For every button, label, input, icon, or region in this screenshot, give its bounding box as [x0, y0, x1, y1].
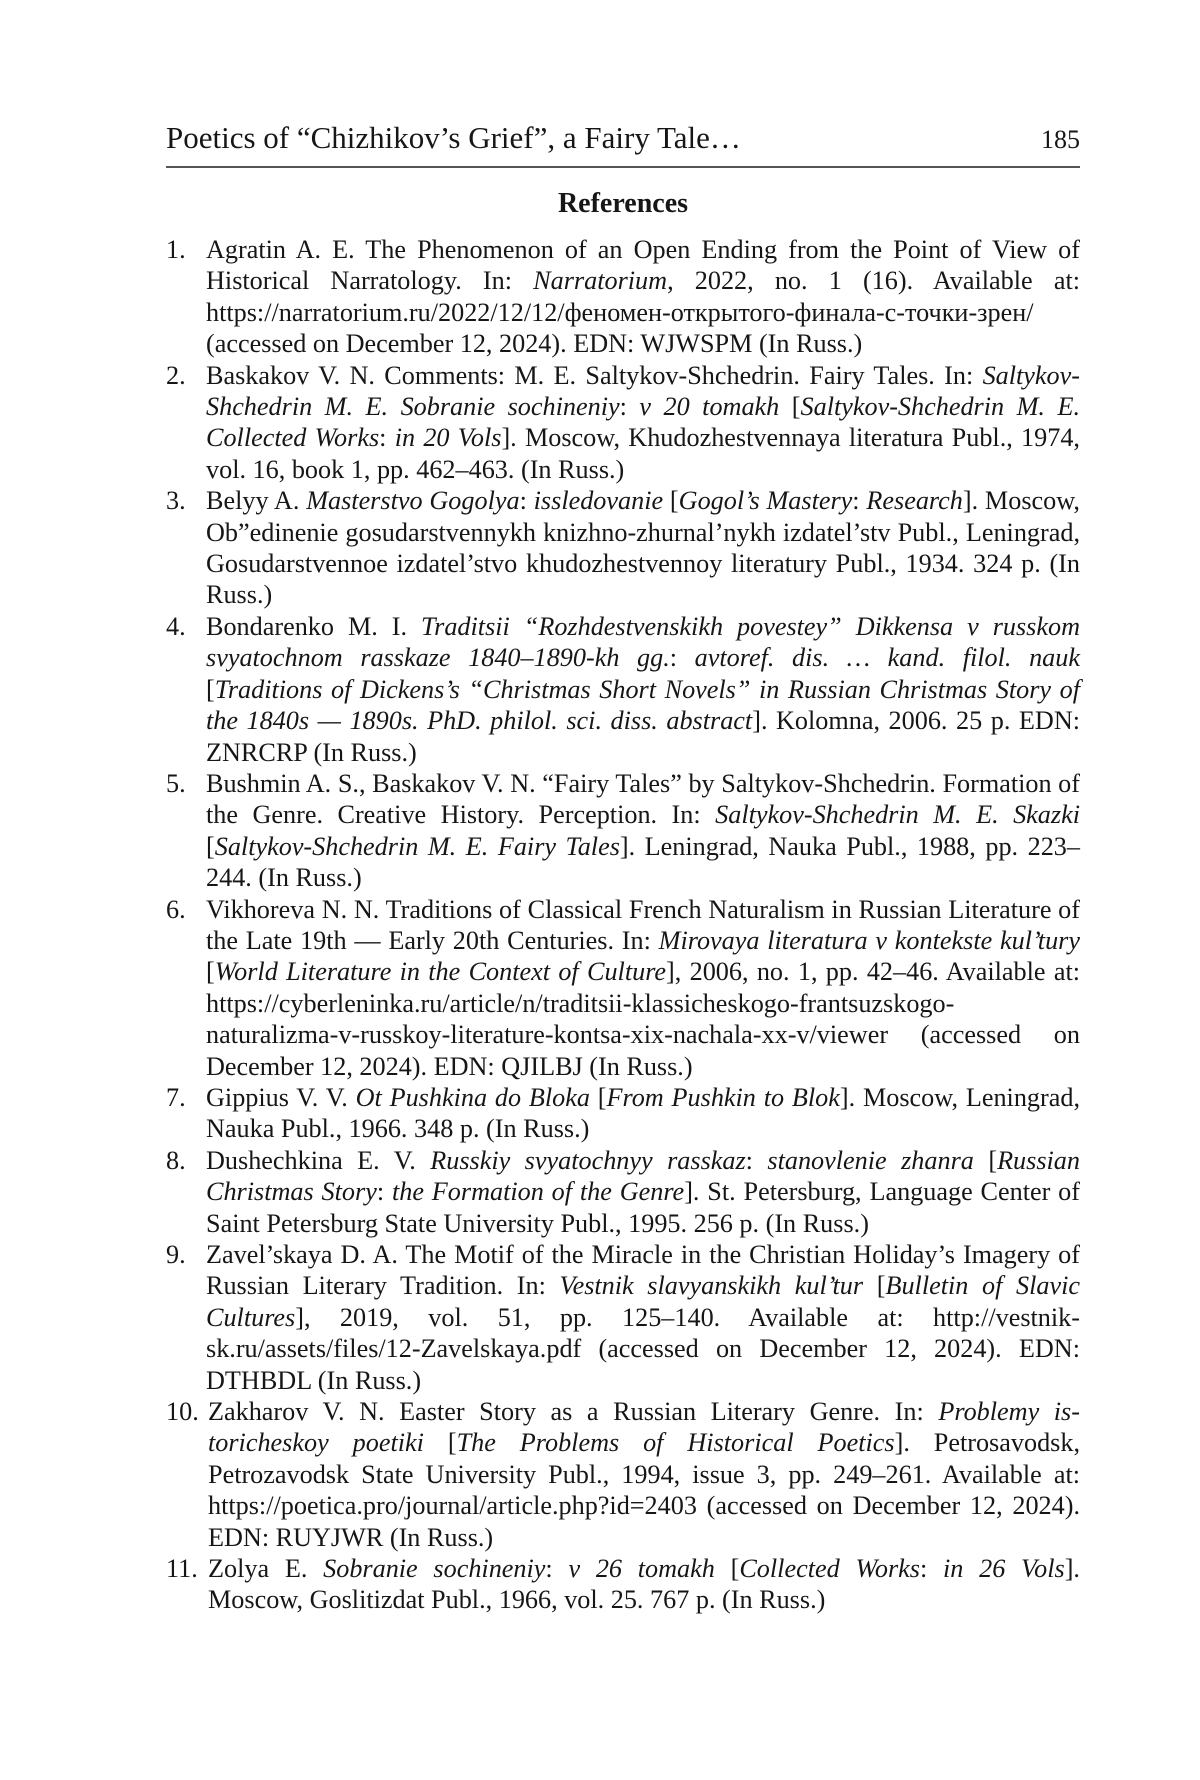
reference-text: ]. Moscow, Leningrad, Nauka Publ., 1966. 348 p. (In Russ.): [206, 1082, 1080, 1144]
reference-text: [: [206, 674, 215, 704]
reference-number: 5.: [166, 768, 186, 798]
reference-item: [166, 1145, 1080, 1239]
reference-item: [166, 234, 1080, 360]
reference-title-italic: Masterstvo Gogolya: [306, 486, 520, 516]
reference-text: Zolya E.: [208, 1554, 324, 1584]
reference-title-italic: Saltykov-Shchedrin M. E. Fairy Tales: [214, 831, 620, 861]
reference-text: Bondarenko M. I.: [206, 611, 422, 641]
reference-text: [: [206, 957, 215, 987]
reference-title-italic: Russian Christmas Story: [206, 1145, 1080, 1207]
running-title: Poetics of “Chizhikov’s Grief”, a Fairy Tale…: [166, 120, 741, 155]
reference-title-italic: Saltykov-Shchedrin M. E. Sobranie sochineniy: [206, 360, 1080, 422]
reference-title-italic: in 20 Vols: [394, 423, 502, 453]
reference-title-italic: avtoref. dis. … kand. filol. nauk: [694, 643, 1080, 673]
reference-title-italic: The Problems of Historical Poetics: [456, 1428, 895, 1458]
reference-text: Dushechkina E. V.: [206, 1145, 431, 1175]
reference-text: Vikhoreva N. N. Traditions of Classical French Naturalism in Russian Literature of the Late 19th — Early 20th Centuries. In:: [206, 894, 1080, 955]
reference-title-italic: Traditsii “Rozhdestvenskikh povestey” Dikkensa v russkom svyatochnom rasskaze 1840–1890-kh gg.: [206, 611, 1080, 673]
reference-text: [: [779, 392, 801, 422]
reference-title-italic: issledovanie: [533, 486, 664, 516]
reference-text: , 2022, no. 1 (16). Available at: https://narratorium.ru/2022/12/12/феномен-открытого-финала-с-точки-зрен/ (accessed on December 12, 2024). EDN: WJWSPM (In Russ.): [206, 266, 1080, 359]
reference-text: ], 2019, vol. 51, pp. 125–140. Available at: http://vestnik-sk.ru/assets/files/12-Zavelskaya.pdf (accessed on December 12, 2024). EDN: DTHBDL (In Russ.): [206, 1302, 1080, 1395]
reference-item: [166, 768, 1080, 894]
reference-text: [: [973, 1145, 998, 1175]
reference-text: Baskakov V. N. Comments: M. E. Saltykov-Shchedrin. Fairy Tales. In:: [206, 360, 983, 390]
running-header: [166, 118, 1080, 168]
reference-text: :: [745, 1145, 768, 1175]
reference-title-italic: in 26 Vols: [942, 1554, 1065, 1584]
reference-title-italic: Research: [866, 486, 963, 516]
reference-item: [166, 1553, 1080, 1616]
reference-title-italic: Ot Pushkina do Bloka: [355, 1082, 590, 1112]
reference-number: 4.: [166, 611, 186, 641]
reference-text: ]. St. Petersburg, Language Center of Saint Petersburg State University Publ., 1995. 256 p. (In Russ.): [206, 1177, 1081, 1238]
reference-text: ]. Leningrad, Nauka Publ., 1988, pp. 223–244. (In Russ.): [206, 831, 1080, 893]
section-title: References: [557, 188, 689, 219]
reference-title-italic: v 20 tomakh: [639, 392, 780, 422]
reference-title-italic: Problemy istoricheskoy poetiki: [208, 1397, 1080, 1458]
reference-item: [166, 485, 1080, 611]
reference-number: 8.: [166, 1145, 186, 1175]
reference-title-italic: Gogol’s Mastery: [678, 486, 853, 516]
reference-title-italic: Sobranie sochineniy: [323, 1554, 546, 1584]
reference-title-italic: Vestnik slavyanskikh kul’tur: [559, 1271, 864, 1301]
reference-item: [166, 1082, 1080, 1145]
reference-text: ]. Moscow, Goslitizdat Publ., 1966, vol. 25. 767 p. (In Russ.): [208, 1554, 1080, 1615]
reference-title-italic: World Literature in the Context of Culture: [214, 957, 667, 987]
reference-item: [166, 894, 1080, 1082]
reference-text: Zakharov V. N. Easter Story as a Russian Literary Genre. In:: [208, 1397, 939, 1427]
reference-text: :: [379, 423, 395, 453]
reference-text: Agratin A. E. The Phenomenon of an Open Ending from the Point of View of Historical Narratology. In:: [206, 235, 1080, 296]
reference-item: [166, 611, 1080, 768]
reference-title-italic: Saltykov-Shchedrin M. E. Skazki: [715, 800, 1080, 830]
reference-number: 7.: [166, 1082, 186, 1112]
reference-title-italic: Traditions of Dickens’s “Christmas Short Novels” in Russian Christmas Story of the 1840s — 1890s. PhD. philol. sci. diss. abstract: [206, 674, 1080, 736]
reference-text: :: [852, 486, 867, 516]
reference-title-italic: Bulletin of Slavic Cultures: [206, 1271, 1080, 1332]
reference-item: [166, 1239, 1080, 1396]
reference-item: [166, 1396, 1080, 1553]
reference-number: 1.: [166, 235, 186, 264]
reference-number: 10.: [166, 1397, 199, 1427]
reference-list: [166, 234, 1080, 1616]
reference-text: :: [619, 392, 640, 422]
reference-text: :: [545, 1554, 569, 1584]
reference-text: [: [663, 486, 679, 516]
reference-number: 11.: [166, 1554, 198, 1584]
reference-number: 9.: [166, 1240, 186, 1269]
reference-title-italic: stanovlenie zhanra: [767, 1145, 974, 1175]
reference-text: ], 2006, no. 1, pp. 42–46. Available at: https://cyberleninka.ru/article/n/traditsii-klassicheskogo-frantsuzskogo-naturalizma-v-russkoy-literature-kontsa-xix-nachala-xx-v/viewer (accessed on December 12, 2024). EDN: QJILBJ (In Russ.): [206, 957, 1081, 1081]
reference-number: 3.: [166, 486, 186, 516]
reference-text: [: [423, 1428, 457, 1458]
reference-text: Belyy A.: [206, 486, 307, 516]
reference-text: Zavel’skaya D. A. The Motif of the Miracle in the Christian Holiday’s Imagery of Russian Literary Tradition. In:: [206, 1240, 1080, 1301]
reference-item: [166, 360, 1080, 486]
reference-number: 2.: [166, 360, 186, 390]
reference-text: :: [669, 643, 695, 673]
reference-text: :: [919, 1554, 943, 1584]
reference-title-italic: Saltykov-Shchedrin M. E. Collected Works: [206, 392, 1080, 453]
reference-text: ]. Moscow, Khudozhestvennaya literatura Publ., 1974, vol. 16, book 1, pp. 462–463. (In Russ.): [206, 423, 1080, 484]
reference-text: [: [863, 1271, 886, 1301]
reference-title-italic: Mirovaya literatura v kontekste kul’tury: [658, 925, 1080, 955]
reference-text: Bushmin A. S., Baskakov V. N. “Fairy Tales” by Saltykov-Shchedrin. Formation of the Genre. Creative History. Perception. In:: [206, 768, 1080, 830]
reference-text: [: [206, 831, 215, 861]
reference-number: 6.: [166, 894, 186, 924]
reference-text: [: [714, 1554, 740, 1584]
reference-text: :: [519, 486, 534, 516]
reference-text: [: [589, 1082, 607, 1112]
reference-title-italic: the Formation of the Genre: [391, 1177, 685, 1207]
reference-title-italic: Narratorium: [533, 266, 668, 296]
reference-text: ]. Kolomna, 2006. 25 p. EDN: ZNRCRP (In Russ.): [206, 706, 1081, 767]
page-number: 185: [1041, 125, 1080, 154]
reference-title-italic: Collected Works: [739, 1554, 920, 1584]
reference-text: ]. Petrosavodsk, Petrozavodsk State University Publ., 1994, issue 3, pp. 249–261. Available at: https://poetica.pro/journal/article.php?id=2403 (accessed on December 12, 2024). EDN: RUYJWR (In Russ.): [208, 1428, 1080, 1552]
reference-title-italic: v 26 tomakh: [568, 1554, 715, 1584]
reference-text: :: [376, 1177, 392, 1207]
reference-title-italic: From Pushkin to Blok: [606, 1082, 840, 1112]
reference-text: ]. Moscow, Ob”edinenie gosudarstvennykh knizhno-zhurnal’nykh izdatel’stv Publ., Leningrad, Gosudarstvennoe izdatel’stvo khudozhestvennoy literatury Publ., 1934. 324 p. (In Russ.): [206, 486, 1080, 610]
reference-text: Gippius V. V.: [206, 1082, 356, 1112]
reference-title-italic: Russkiy svyatochnyy rasskaz: [430, 1145, 746, 1175]
